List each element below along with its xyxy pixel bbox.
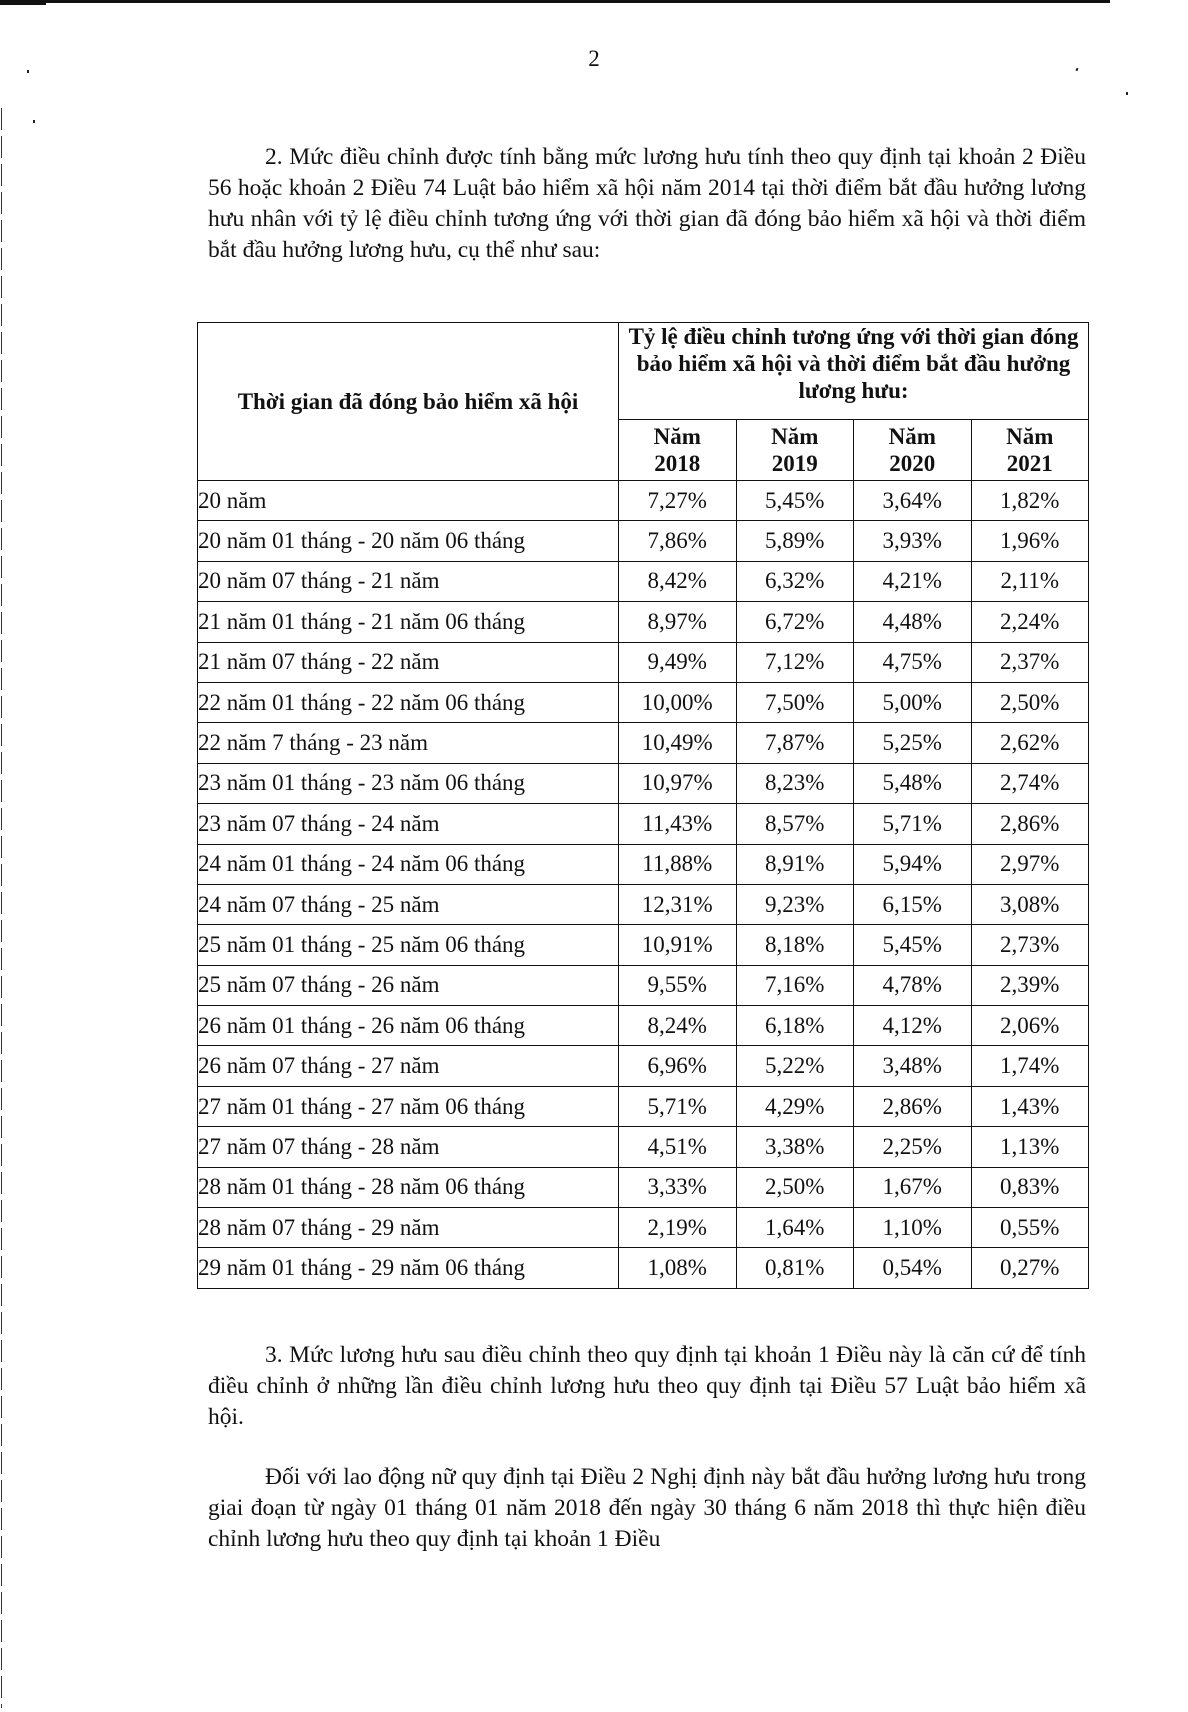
rate-cell-2021: 2,06%: [971, 1006, 1089, 1046]
rate-cell-2020: 2,86%: [854, 1086, 972, 1126]
table-row: [198, 723, 1089, 763]
header-year-value: 2018: [654, 451, 701, 476]
scan-top-edge-mark: [0, 0, 46, 5]
row-period-label: 23 năm 01 tháng - 23 năm 06 tháng: [198, 763, 619, 803]
row-period-label: 28 năm 01 tháng - 28 năm 06 tháng: [198, 1167, 619, 1207]
table-row: [198, 1248, 1089, 1288]
row-period-label: 28 năm 07 tháng - 29 năm: [198, 1208, 619, 1248]
rate-cell-2020: 6,15%: [854, 884, 972, 924]
rate-cell-2019: 6,72%: [736, 602, 854, 642]
row-period-label: 26 năm 01 tháng - 26 năm 06 tháng: [198, 1006, 619, 1046]
rate-cell-2021: 0,55%: [971, 1208, 1089, 1248]
rate-cell-2018: 9,55%: [619, 965, 737, 1005]
table-row: [198, 561, 1089, 601]
header-year-value: 2020: [889, 451, 936, 476]
scan-speck: [1126, 92, 1128, 95]
rate-cell-2018: 8,97%: [619, 602, 737, 642]
rate-cell-2020: 2,25%: [854, 1127, 972, 1167]
rate-cell-2019: 8,91%: [736, 844, 854, 884]
rate-cell-2021: 2,73%: [971, 925, 1089, 965]
row-period-label: 22 năm 01 tháng - 22 năm 06 tháng: [198, 682, 619, 722]
rate-cell-2020: 5,71%: [854, 804, 972, 844]
table-row: [198, 804, 1089, 844]
table-row: [198, 1127, 1089, 1167]
rate-cell-2021: 3,08%: [971, 884, 1089, 924]
rate-cell-2020: 3,93%: [854, 521, 972, 561]
rate-cell-2019: 7,12%: [736, 642, 854, 682]
rate-cell-2021: 1,96%: [971, 521, 1089, 561]
table-row: [198, 1006, 1089, 1046]
rate-cell-2020: 1,10%: [854, 1208, 972, 1248]
row-period-label: 25 năm 07 tháng - 26 năm: [198, 965, 619, 1005]
row-period-label: 20 năm: [198, 481, 619, 521]
rate-cell-2018: 5,71%: [619, 1086, 737, 1126]
table-row: [198, 965, 1089, 1005]
table-row: [198, 1086, 1089, 1126]
scan-top-edge: [0, 0, 1110, 3]
header-year-2021: [971, 420, 1089, 481]
rate-cell-2018: 10,97%: [619, 763, 737, 803]
row-period-label: 23 năm 07 tháng - 24 năm: [198, 804, 619, 844]
rate-cell-2018: 9,49%: [619, 642, 737, 682]
rate-cell-2019: 5,22%: [736, 1046, 854, 1086]
rate-cell-2018: 1,08%: [619, 1248, 737, 1288]
rate-cell-2019: 1,64%: [736, 1208, 854, 1248]
row-period-label: 21 năm 01 tháng - 21 năm 06 tháng: [198, 602, 619, 642]
row-period-label: 24 năm 07 tháng - 25 năm: [198, 884, 619, 924]
rate-cell-2021: 2,50%: [971, 682, 1089, 722]
rate-cell-2019: 0,81%: [736, 1248, 854, 1288]
header-year-2019: [736, 420, 854, 481]
row-period-label: 20 năm 01 tháng - 20 năm 06 tháng: [198, 521, 619, 561]
header-year-value: 2019: [771, 451, 818, 476]
rate-cell-2019: 4,29%: [736, 1086, 854, 1126]
rate-cell-2021: 2,97%: [971, 844, 1089, 884]
rate-cell-2020: 3,64%: [854, 481, 972, 521]
rate-cell-2021: 0,83%: [971, 1167, 1089, 1207]
rate-cell-2019: 8,18%: [736, 925, 854, 965]
row-period-label: 27 năm 01 tháng - 27 năm 06 tháng: [198, 1086, 619, 1126]
rate-cell-2019: 3,38%: [736, 1127, 854, 1167]
rate-cell-2020: 5,45%: [854, 925, 972, 965]
paragraph-3-text: 3. Mức lương hưu sau điều chỉnh theo quy định tại khoản 1 Điều này là căn cứ để tính điều chỉnh ở những lần điều chỉnh lương hưu theo quy định tại Điều 57 Luật bảo hiểm xã hội.: [208, 1342, 1086, 1430]
table-row: [198, 602, 1089, 642]
rate-cell-2021: 2,62%: [971, 723, 1089, 763]
rate-cell-2020: 3,48%: [854, 1046, 972, 1086]
row-period-label: 26 năm 07 tháng - 27 năm: [198, 1046, 619, 1086]
rate-cell-2018: 4,51%: [619, 1127, 737, 1167]
row-period-label: 24 năm 01 tháng - 24 năm 06 tháng: [198, 844, 619, 884]
rate-cell-2021: 1,13%: [971, 1127, 1089, 1167]
paragraph-3: [208, 1340, 1086, 1433]
rate-cell-2020: 4,78%: [854, 965, 972, 1005]
rate-cell-2018: 8,24%: [619, 1006, 737, 1046]
rate-cell-2021: 1,82%: [971, 481, 1089, 521]
rate-cell-2019: 6,32%: [736, 561, 854, 601]
page-number: 2: [588, 46, 600, 71]
header-year-label: Năm: [888, 424, 936, 449]
table-row: [198, 521, 1089, 561]
header-adjustment-rate: Tỷ lệ điều chỉnh tương ứng với thời gian đóng bảo hiểm xã hội và thời điểm bắt đầu hưởng lương hưu:: [619, 323, 1089, 420]
row-period-label: 22 năm 7 tháng - 23 năm: [198, 723, 619, 763]
row-period-label: 20 năm 07 tháng - 21 năm: [198, 561, 619, 601]
rate-cell-2021: 1,74%: [971, 1046, 1089, 1086]
rate-cell-2018: 3,33%: [619, 1167, 737, 1207]
rate-cell-2021: 2,24%: [971, 602, 1089, 642]
rate-cell-2020: 0,54%: [854, 1248, 972, 1288]
rate-cell-2020: 5,25%: [854, 723, 972, 763]
rate-cell-2020: 1,67%: [854, 1167, 972, 1207]
row-period-label: 27 năm 07 tháng - 28 năm: [198, 1127, 619, 1167]
rate-cell-2019: 5,89%: [736, 521, 854, 561]
header-year-label: Năm: [1006, 424, 1054, 449]
rate-cell-2019: 6,18%: [736, 1006, 854, 1046]
table-row: [198, 763, 1089, 803]
rate-cell-2019: 8,23%: [736, 763, 854, 803]
rate-cell-2020: 4,48%: [854, 602, 972, 642]
table-row: [198, 1046, 1089, 1086]
rate-cell-2020: 5,94%: [854, 844, 972, 884]
scan-left-edge: [1, 108, 2, 1708]
rate-cell-2018: 7,86%: [619, 521, 737, 561]
table-row: [198, 844, 1089, 884]
row-period-label: 25 năm 01 tháng - 25 năm 06 tháng: [198, 925, 619, 965]
rate-cell-2018: 10,91%: [619, 925, 737, 965]
table-row: [198, 642, 1089, 682]
rate-cell-2018: 8,42%: [619, 561, 737, 601]
row-period-label: 29 năm 01 tháng - 29 năm 06 tháng: [198, 1248, 619, 1288]
paragraph-2: [208, 142, 1086, 266]
rate-cell-2018: 11,43%: [619, 804, 737, 844]
rate-cell-2021: 2,37%: [971, 642, 1089, 682]
rate-cell-2020: 5,00%: [854, 682, 972, 722]
rate-cell-2021: 2,39%: [971, 965, 1089, 1005]
table-row: [198, 481, 1089, 521]
rate-cell-2019: 7,87%: [736, 723, 854, 763]
rate-cell-2021: 0,27%: [971, 1248, 1089, 1288]
paragraph-2-text: 2. Mức điều chỉnh được tính bằng mức lương hưu tính theo quy định tại khoản 2 Điều 56 hoặc khoản 2 Điều 74 Luật bảo hiểm xã hội năm 2014 tại thời điểm bắt đầu hưởng lương hưu nhân với tỷ lệ điều chỉnh tương ứng với thời gian đã đóng bảo hiểm xã hội và thời điểm bắt đầu hưởng lương hưu, cụ thể như sau:: [208, 144, 1086, 263]
rate-cell-2018: 2,19%: [619, 1208, 737, 1248]
table-row: [198, 1167, 1089, 1207]
row-period-label: 21 năm 07 tháng - 22 năm: [198, 642, 619, 682]
header-year-label: Năm: [653, 424, 701, 449]
rate-cell-2020: 4,75%: [854, 642, 972, 682]
rate-cell-2020: 4,12%: [854, 1006, 972, 1046]
table-row: [198, 682, 1089, 722]
table-row: [198, 925, 1089, 965]
rate-cell-2020: 5,48%: [854, 763, 972, 803]
paragraph-4-text: Đối với lao động nữ quy định tại Điều 2 Nghị định này bắt đầu hưởng lương hưu trong giai đoạn từ ngày 01 tháng 01 năm 2018 đến ngày 30 tháng 6 năm 2018 thì thực hiện điều chỉnh lương hưu theo quy định tại khoản 1 Điều: [208, 1464, 1086, 1552]
table-row: [198, 1208, 1089, 1248]
rate-cell-2021: 1,43%: [971, 1086, 1089, 1126]
rate-cell-2021: 2,74%: [971, 763, 1089, 803]
rate-cell-2018: 10,00%: [619, 682, 737, 722]
rate-cell-2020: 4,21%: [854, 561, 972, 601]
rate-cell-2018: 10,49%: [619, 723, 737, 763]
header-year-2020: [854, 420, 972, 481]
scan-speck: [33, 120, 35, 123]
rate-cell-2021: 2,86%: [971, 804, 1089, 844]
rate-cell-2019: 5,45%: [736, 481, 854, 521]
rate-cell-2018: 7,27%: [619, 481, 737, 521]
header-year-value: 2021: [1006, 451, 1053, 476]
rate-cell-2019: 7,50%: [736, 682, 854, 722]
rate-cell-2021: 2,11%: [971, 561, 1089, 601]
rate-cell-2019: 7,16%: [736, 965, 854, 1005]
adjustment-rate-table: [197, 322, 1089, 1289]
rate-cell-2018: 11,88%: [619, 844, 737, 884]
header-contribution-period: Thời gian đã đóng bảo hiểm xã hội: [198, 323, 619, 481]
rate-cell-2019: 2,50%: [736, 1167, 854, 1207]
rate-cell-2019: 9,23%: [736, 884, 854, 924]
paragraph-4: [208, 1462, 1086, 1555]
rate-cell-2018: 6,96%: [619, 1046, 737, 1086]
rate-cell-2019: 8,57%: [736, 804, 854, 844]
rate-cell-2018: 12,31%: [619, 884, 737, 924]
header-year-2018: [619, 420, 737, 481]
header-year-label: Năm: [771, 424, 819, 449]
table-row: [198, 884, 1089, 924]
